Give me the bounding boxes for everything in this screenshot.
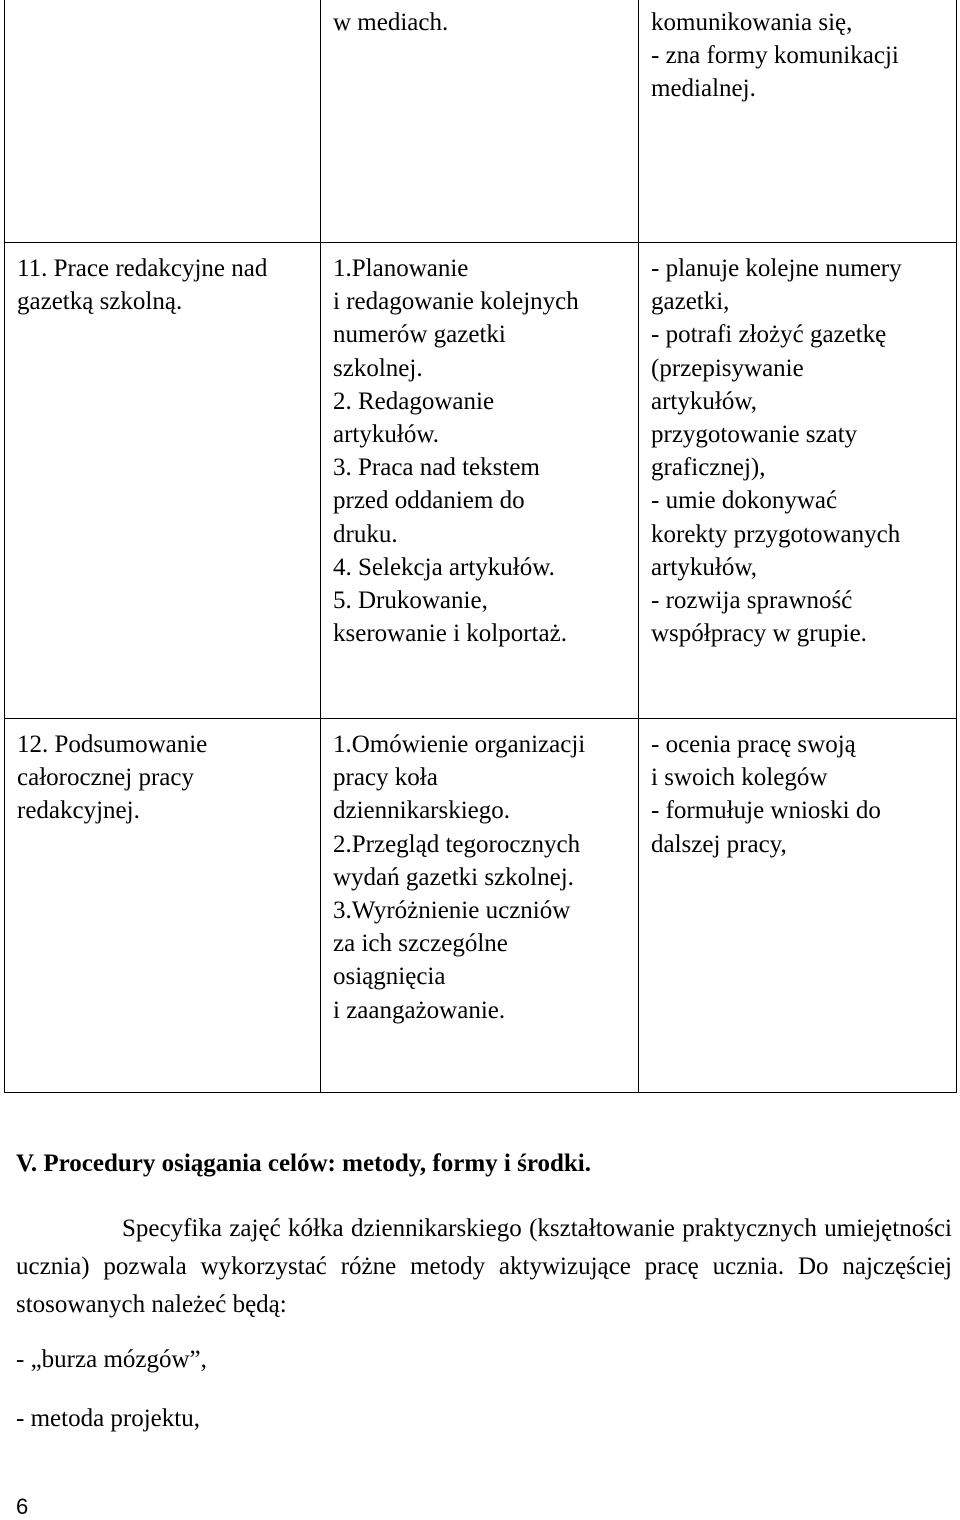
cell-text-line: - umie dokonywać <box>651 487 838 515</box>
cell-text-line: - planuje kolejne numery <box>651 255 902 282</box>
table-cell-outcomes <box>639 243 957 719</box>
table-row <box>5 0 957 243</box>
cell-text-line: 2. Redagowanie <box>333 387 495 415</box>
cell-text-line: 12. Podsumowanie <box>17 731 208 758</box>
page-number: 6 <box>16 1494 29 1519</box>
cell-text-line: szkolnej. <box>333 354 423 382</box>
cell-text-line: 5. Drukowanie, <box>333 587 488 615</box>
cell-text-line: komunikowania się, <box>651 9 853 36</box>
table-cell-outcomes <box>639 0 957 243</box>
cell-text-line: 4. Selekcja artykułów. <box>333 553 555 581</box>
table-cell-topic <box>5 243 321 719</box>
cell-text-line: 2.Przegląd tegorocznych <box>333 830 581 858</box>
cell-text-line: artykułów, <box>651 387 757 415</box>
table-row <box>5 243 957 719</box>
cell-text-line: graficznej), <box>651 454 766 482</box>
cell-text-line: - potrafi złożyć gazetkę <box>651 321 887 349</box>
cell-text-line: - ocenia pracę swoją <box>651 731 856 758</box>
cell-text-line: pracy koła <box>333 764 438 792</box>
table-cell-topic <box>5 0 321 243</box>
cell-text-line: wydań gazetki szkolnej. <box>333 863 574 891</box>
cell-text-line: osiągnięcia <box>333 963 446 991</box>
table-row <box>5 719 957 1093</box>
table-cell-outcomes <box>639 719 957 1093</box>
cell-text-line: dalszej pracy, <box>651 830 787 858</box>
section-paragraph: Specyfika zajęć kółka dziennikarskiego (kształtowanie praktycznych umiejętności ucznia) pozwala wykorzystać różne metody aktywizujące pracę ucznia. Do najczęściej stosowanych należeć będą: <box>16 1215 952 1318</box>
table-cell-content <box>321 243 639 719</box>
list-item: - „burza mózgów”, <box>16 1346 207 1373</box>
cell-text-line: (przepisywanie <box>651 354 804 382</box>
cell-text-line: gazetki, <box>651 288 730 316</box>
cell-text-line: przygotowanie szaty <box>651 421 858 449</box>
section-heading: V. Procedury osiągania celów: metody, formy i środki. <box>16 1150 591 1177</box>
cell-text-line: za ich szczególne <box>333 930 508 958</box>
cell-text-line: druku. <box>333 520 398 548</box>
cell-text-line: artykułów. <box>333 421 439 449</box>
cell-text-line: 3.Wyróżnienie uczniów <box>333 897 571 925</box>
table-cell-topic <box>5 719 321 1093</box>
cell-text-line: artykułów, <box>651 553 757 581</box>
curriculum-table <box>4 0 957 1093</box>
cell-text-line: dziennikarskiego. <box>333 797 511 825</box>
cell-text-line: gazetką szkolną. <box>17 288 183 316</box>
cell-text-line: współpracy w grupie. <box>651 620 867 648</box>
cell-text-line: całorocznej pracy <box>17 764 194 792</box>
cell-text-line: - rozwija sprawność <box>651 587 853 615</box>
cell-text-line: redakcyjnej. <box>17 797 140 825</box>
table-cell-content <box>321 0 639 243</box>
table-cell-content <box>321 719 639 1093</box>
cell-text-line: numerów gazetki <box>333 321 506 349</box>
cell-text-line: - formułuje wnioski do <box>651 797 881 825</box>
cell-text-line: - zna formy komunikacji <box>651 42 899 70</box>
cell-text-line: medialnej. <box>651 75 756 103</box>
cell-text-line: przed oddaniem do <box>333 487 525 515</box>
cell-text-line: korekty przygotowanych <box>651 520 901 548</box>
cell-text-line: i redagowanie kolejnych <box>333 288 579 316</box>
list-item: - metoda projektu, <box>16 1405 200 1432</box>
cell-text-line: 11. Prace redakcyjne nad <box>17 255 268 282</box>
cell-text-line: 1.Planowanie <box>333 255 469 282</box>
cell-text-line: i zaangażowanie. <box>333 996 506 1024</box>
cell-text-line: kserowanie i kolportaż. <box>333 620 567 648</box>
cell-text-line: w mediach. <box>333 9 449 36</box>
cell-text-line: i swoich kolegów <box>651 764 828 792</box>
cell-text-line: 1.Omówienie organizacji <box>333 731 586 758</box>
cell-text-line: 3. Praca nad tekstem <box>333 454 540 482</box>
